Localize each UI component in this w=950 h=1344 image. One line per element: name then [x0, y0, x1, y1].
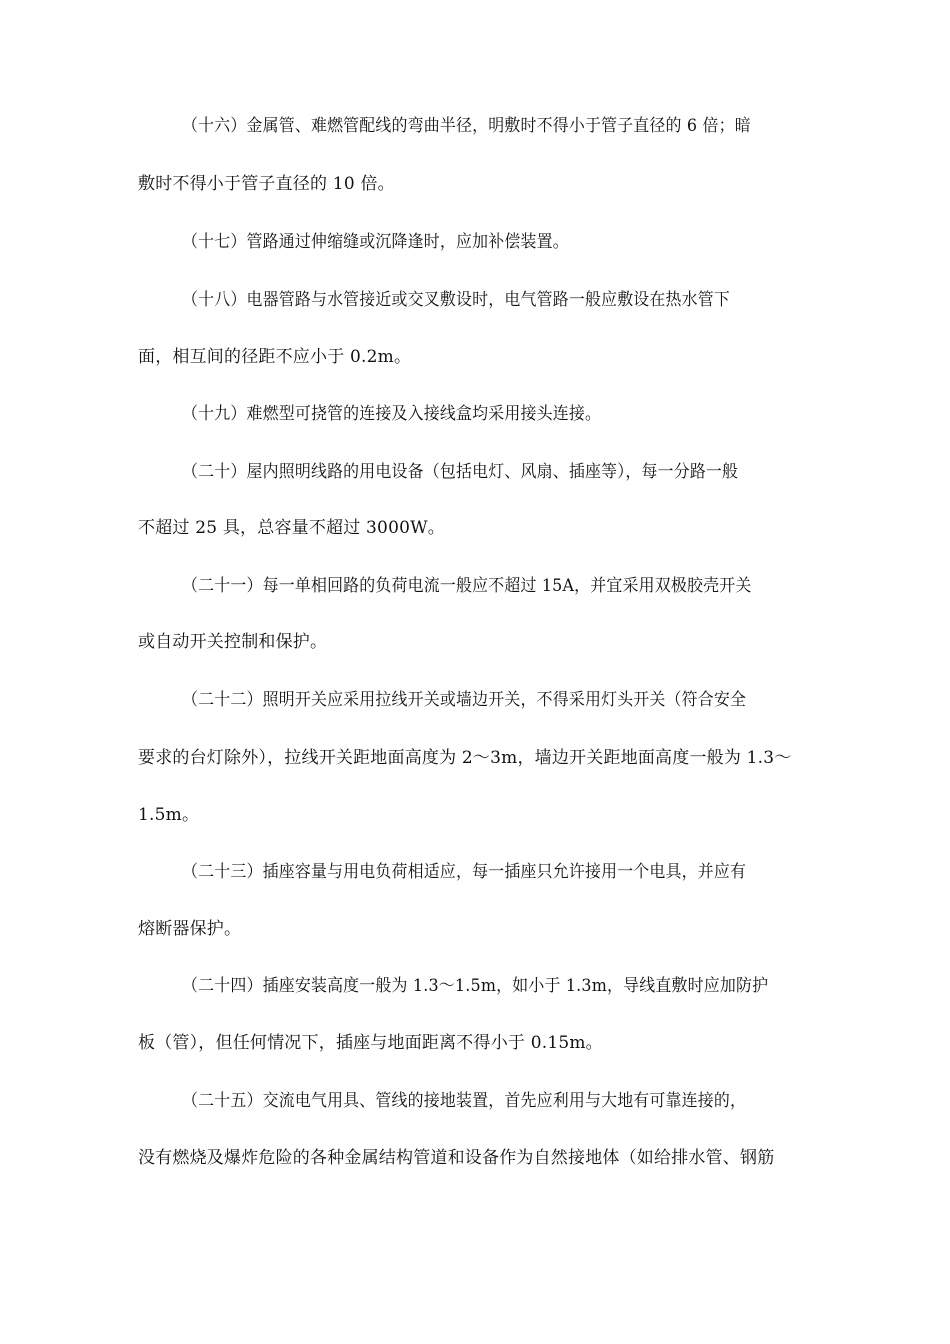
paragraph-18-line-1: （十八）电器管路与水管接近或交叉敷设时，电气管路一般应敷设在热水管下 — [182, 290, 731, 310]
paragraph-24-line-2: 板（管），但任何情况下，插座与地面距离不得小于 0.15m。 — [138, 1033, 603, 1053]
paragraph-20-line-1: （二十）屋内照明线路的用电设备（包括电灯、风扇、插座等），每一分路一般 — [182, 462, 739, 482]
paragraph-24-line-1: （二十四）插座安装高度一般为 1.3～1.5m，如小于 1.3m，导线直敷时应加防护 — [182, 976, 769, 996]
paragraph-17-line-1: （十七）管路通过伸缩缝或沉降逢时，应加补偿装置。 — [182, 232, 569, 252]
paragraph-25-line-1: （二十五）交流电气用具、管线的接地装置，首先应利用与大地有可靠连接的， — [182, 1091, 747, 1111]
paragraph-23-line-2: 熔断器保护。 — [138, 919, 242, 939]
paragraph-22-line-2: 要求的台灯除外），拉线开关距地面高度为 2～3m，墙边开关距地面高度一般为 1.3～ — [138, 748, 792, 768]
paragraph-25-line-2: 没有燃烧及爆炸危险的各种金属结构管道和设备作为自然接地体（如给排水管、钢筋 — [138, 1148, 775, 1168]
paragraph-22-line-1: （二十二）照明开关应采用拉线开关或墙边开关，不得采用灯头开关（符合安全 — [182, 690, 747, 710]
paragraph-23-line-1: （二十三）插座容量与用电负荷相适应，每一插座只允许接用一个电具，并应有 — [182, 862, 747, 882]
paragraph-16-line-2: 敷时不得小于管子直径的 10 倍。 — [138, 174, 395, 194]
paragraph-16-line-1: （十六）金属管、难燃管配线的弯曲半径，明敷时不得小于管子直径的 6 倍；暗 — [182, 116, 751, 136]
paragraph-21-line-1: （二十一）每一单相回路的负荷电流一般应不超过 15A，并宜采用双极胶壳开关 — [182, 576, 752, 596]
paragraph-19-line-1: （十九）难燃型可挠管的连接及入接线盒均采用接头连接。 — [182, 404, 602, 424]
paragraph-18-line-2: 面，相互间的径距不应小于 0.2m。 — [138, 347, 412, 367]
paragraph-21-line-2: 或自动开关控制和保护。 — [138, 632, 328, 652]
paragraph-20-line-2: 不超过 25 具，总容量不超过 3000W。 — [138, 518, 445, 538]
paragraph-22-line-3: 1.5m。 — [138, 805, 200, 825]
